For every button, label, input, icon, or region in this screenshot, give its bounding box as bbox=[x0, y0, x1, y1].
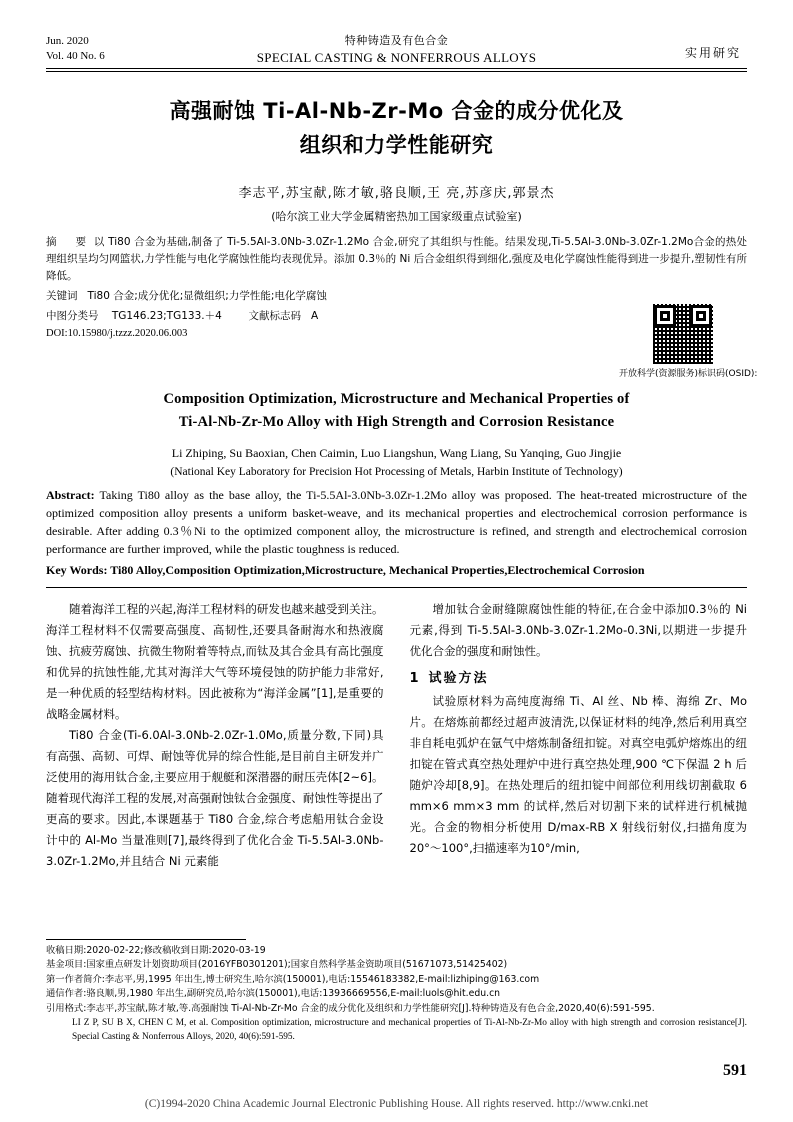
masthead-left bbox=[46, 34, 196, 64]
footnote-first-author: 第一作者简介:李志平,男,1995 年出生,博士研究生,哈尔滨(150001),电话:15546183382,E-mail:lizhiping@163.com bbox=[46, 973, 540, 985]
masthead-right bbox=[597, 34, 747, 63]
issue-volume: Vol. 40 No. 6 bbox=[46, 50, 105, 62]
header-rule-thin bbox=[46, 71, 747, 72]
section-heading bbox=[410, 668, 748, 689]
abstract-en bbox=[46, 486, 747, 558]
journal-title-en: SPECIAL CASTING & NONFERROUS ALLOYS bbox=[256, 50, 537, 65]
page-number: 591 bbox=[723, 1062, 747, 1079]
authors-en: Li Zhiping, Su Baoxian, Chen Caimin, Luo Liangshun, Wang Liang, Su Yanqing, Guo Jingjie bbox=[171, 445, 622, 460]
affiliation-cn: (哈尔滨工业大学金属精密热加工国家级重点试验室) bbox=[271, 209, 522, 223]
footnote-received: 收稿日期:2020-02-22;修改稿收到日期:2020-03-19 bbox=[46, 944, 266, 956]
title-cn-line1: 高强耐蚀 Ti-Al-Nb-Zr-Mo 合金的成分优化及 bbox=[169, 98, 624, 123]
page-title-en bbox=[46, 388, 747, 434]
doi-line: DOI:10.15980/j.tzzz.2020.06.003 bbox=[46, 327, 188, 339]
keywords-en bbox=[46, 561, 747, 579]
abstract-cn bbox=[46, 234, 747, 285]
footnote-citation-cn: 引用格式:李志平,苏宝献,陈才敏,等.高强耐蚀 Ti-Al-Nb-Zr-Mo 合金的成分优化及组织和力学性能研究[J].特种铸造及有色合金,2020,40(6):591-595. bbox=[46, 1002, 655, 1014]
osid-block bbox=[619, 304, 758, 379]
clc-label: 中图分类号 bbox=[46, 309, 99, 322]
osid-caption: 开放科学(资源服务)标识码(OSID): bbox=[619, 368, 758, 379]
keywords-cn bbox=[46, 288, 747, 305]
clc-value: TG146.23;TG133.＋4 bbox=[111, 309, 222, 322]
abstract-cn-label: 摘 要 bbox=[46, 235, 91, 248]
body-column-right bbox=[410, 599, 748, 872]
keywords-en-text: Ti80 Alloy,Composition Optimization,Microstructure, Mechanical Properties,Electrochemical Corrosion bbox=[110, 562, 645, 577]
column-label: 实用研究 bbox=[684, 46, 741, 60]
paragraph: Ti80 合金(Ti-6.0Al-3.0Nb-2.0Zr-1.0Mo,质量分数,下同)具有高强、高韧、可焊、耐蚀等优异的综合性能,是目前自主研发并广泛使用的海用钛合金,主要应用于舰艇和深潜器的耐压壳体[2~6]。随着现代海洋工程的发展,对高强耐蚀钛合金强度、耐蚀性等提出了更高的要求。因此,本课题基于 Ti80 合金,综合考虑船用钛合金设计中的 Al-Mo 当量准则[7],最终得到了优化合金 Ti-5.5Al-3.0Nb-3.0Zr-1.2Mo,并且结合 Ni 元素能 bbox=[46, 727, 384, 868]
page-title-cn bbox=[46, 94, 747, 162]
body-divider-rule bbox=[46, 587, 747, 588]
qr-code-icon bbox=[653, 304, 713, 364]
clc-block bbox=[46, 308, 758, 379]
journal-title-cn: 特种铸造及有色合金 bbox=[344, 34, 449, 47]
affiliation-en: (National Key Laboratory for Precision Hot Processing of Metals, Harbin Institute of Technology) bbox=[170, 465, 623, 478]
copyright-notice: (C)1994-2020 China Academic Journal Electronic Publishing House. All rights reserved. http://www.cnki.net bbox=[144, 1098, 649, 1110]
abstract-cn-text: 以 Ti80 合金为基础,制备了 Ti-5.5Al-3.0Nb-3.0Zr-1.2Mo 合金,研究了其组织与性能。结果发现,Ti-5.5Al-3.0Nb-3.0Zr-1.2Mo合金的热处理组织呈均匀网篮状,力学性能与电化学腐蚀性能均表现优异。添加 0.3％的 Ni 后合金组织得到细化,强度及电化学腐蚀性能得到进一步提升,塑韧性有所降低。 bbox=[46, 235, 748, 282]
footnotes bbox=[46, 939, 747, 1045]
keywords-en-label: Key Words: bbox=[46, 562, 108, 577]
masthead-center bbox=[196, 33, 597, 65]
section-number: 1 bbox=[409, 670, 419, 686]
title-cn-line2: 组织和力学性能研究 bbox=[299, 132, 494, 157]
abstract-en-text: Taking Ti80 alloy as the base alloy, the Ti-5.5Al-3.0Nb-3.0Zr-1.2Mo alloy was proposed. The heat-treated microstructure of the optimized composition alloy presents a uniform basket-weave, and its mechanical properties and electrochemical corrosion performance is desirable. After adding 0.3％Ni to the optimized component alloy, the microstructure is refined, and strength and electrochemical corrosion performance are further improved, while the plastic toughness is reduced. bbox=[46, 487, 747, 556]
body-column-left bbox=[46, 599, 384, 872]
paragraph: 随着海洋工程的兴起,海洋工程材料的研发也越来越受到关注。海洋工程材料不仅需要高强度、高韧性,还要具备耐海水和热液腐蚀、抗疲劳腐蚀、抗微生物附着等特点,而钛及其合金具有高比强度和优异的抗蚀性能,尤其对海洋大气等环境侵蚀的防护能力非常好,是一种优质的轻型结构材料。因此被称为“海洋金属”[1],是重要的战略金属材料。 bbox=[46, 601, 384, 721]
paragraph: 试验原材料为高纯度海绵 Ti、Al 丝、Nb 棒、海绵 Zr、Mo 片。在熔炼前都经过超声波清洗,以保证材料的纯净,然后利用真空非自耗电弧炉在氩气中熔炼制备纽扣锭。对真空电弧炉熔炼出的纽扣锭在管式真空热处理炉中进行真空热处理,900 ℃下保温 2 h 后随炉冷却[8,9]。在热处理后的纽扣锭中间部位利用线切割截取 6 mm×6 mm×3 mm 的试样,然后对切割下来的试样进行机械抛光。合金的物相分析使用 D/max-RB X 射线衍射仪,扫描角度为 20°～100°,扫描速率为10°/min, bbox=[409, 693, 747, 855]
title-en-line1: Composition Optimization, Microstructure and Mechanical Properties of bbox=[163, 390, 630, 407]
footnote-rule bbox=[46, 939, 246, 940]
issue-date: Jun. 2020 bbox=[46, 35, 89, 47]
paragraph: 增加钛合金耐缝隙腐蚀性能的特征,在合金中添加0.3％的 Ni 元素,得到 Ti-5.5Al-3.0Nb-3.0Zr-1.2Mo-0.3Ni,以期进一步提升优化合金的强度和耐蚀性。 bbox=[409, 601, 747, 658]
doc-code-label: 文献标志码 bbox=[248, 309, 301, 322]
section-title: 试验方法 bbox=[428, 670, 489, 686]
footnote-corresponding-author: 通信作者:骆良顺,男,1980 年出生,副研究员,哈尔滨(150001),电话:13936669556,E-mail:luols@hit.edu.cn bbox=[46, 988, 501, 999]
keywords-cn-text: Ti80 合金;成分优化;显微组织;力学性能;电化学腐蚀 bbox=[87, 289, 327, 302]
abstract-en-label: Abstract: bbox=[46, 487, 95, 502]
doc-code-value: A bbox=[311, 309, 319, 322]
masthead bbox=[46, 34, 747, 65]
body-columns bbox=[46, 599, 747, 872]
title-en-line2: Ti-Al-Nb-Zr-Mo Alloy with High Strength and Corrosion Resistance bbox=[178, 413, 615, 430]
authors-cn: 李志平,苏宝献,陈才敏,骆良顺,王 亮,苏彦庆,郭景杰 bbox=[238, 185, 555, 201]
header-rule bbox=[46, 68, 747, 69]
footnote-fund: 基金项目:国家重点研发计划资助项目(2016YFB0301201);国家自然科学基金资助项目(51671073,51425402) bbox=[46, 959, 508, 970]
footnote-citation-en: LI Z P, SU B X, CHEN C M, et al. Composition optimization, microstructure and mechanical properties of Ti-Al-Nb-Zr-Mo alloy with high strength and corrosion resistance[J]. Special Casting & Nonferrous Alloys, 2020, 40(6):591-595. bbox=[72, 1018, 747, 1042]
keywords-cn-label: 关键词 bbox=[46, 289, 78, 302]
